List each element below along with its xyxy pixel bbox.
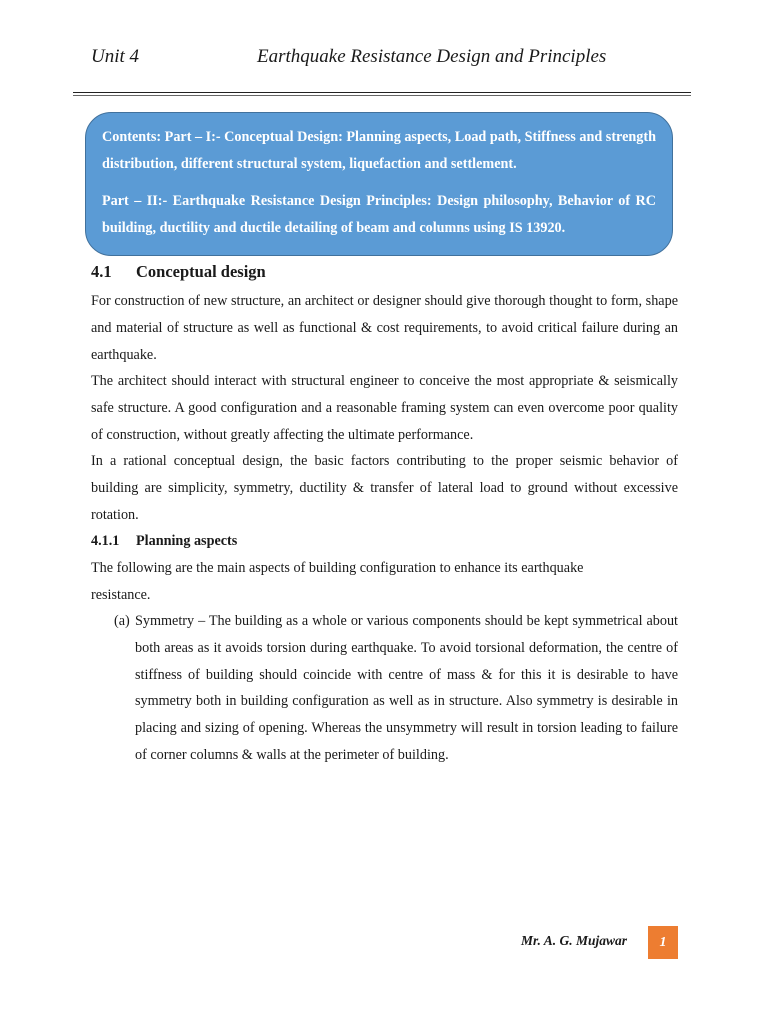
section-heading [91, 262, 266, 282]
subsection-intro: The following are the main aspects of building configuration to enhance its earthquake resistance. [91, 560, 584, 603]
contents-box [85, 112, 673, 256]
section-number: 4.1 [91, 262, 112, 281]
section-title: Conceptual design [136, 262, 266, 281]
paragraph: For construction of new structure, an architect or designer should give thorough thought to form, shape and material of structure as well as functional & cost requirements, to avoid critical failure during an earthquake. [91, 293, 678, 363]
contents-part-2: Part – II:- Earthquake Resistance Design Principles: Design philosophy, Behavior of RC building, ductility and ductile detailing of beam and columns using IS 13920. [102, 193, 656, 236]
paragraph: In a rational conceptual design, the basic factors contributing to the proper seismic behavior of building are simplicity, symmetry, ductility & transfer of lateral load to ground without excessive rotation. [91, 453, 678, 523]
header-rule-secondary [73, 95, 691, 96]
paragraph: The architect should interact with structural engineer to conceive the most appropriate & seismically safe structure. A good configuration and a reasonable framing system can even overcome poor quality of construction, without greatly affecting the ultimate performance. [91, 373, 678, 443]
list-item-text: Symmetry – The building as a whole or various components should be kept symmetrical about both areas as it avoids torsion during earthquake. To avoid torsional deformation, the centre of stiffness of building should coincide with centre of mass & for this it is desirable to have symmetry both in building configuration as well as in structure. Also symmetry is desirable in placing and sizing of opening. Whereas the unsymmetry will result in torsion leading to failure of corner columns & walls at the perimeter of building. [135, 613, 678, 763]
document-title: Earthquake Resistance Design and Principles [257, 46, 607, 67]
page-header [91, 46, 691, 76]
header-rule [73, 92, 691, 93]
subsection-heading [91, 533, 237, 550]
subsection-number: 4.1.1 [91, 533, 120, 549]
contents-part-1: Contents: Part – I:- Conceptual Design: Planning aspects, Load path, Stiffness and strength distribution, different structural system, liquefaction and settlement. [102, 129, 656, 172]
subsection-title: Planning aspects [136, 533, 238, 549]
footer-author: Mr. A. G. Mujawar [521, 933, 628, 948]
list-marker: (a) [114, 613, 130, 629]
page-number-badge [648, 926, 678, 959]
unit-label: Unit 4 [91, 46, 140, 67]
page-number: 1 [659, 934, 667, 950]
